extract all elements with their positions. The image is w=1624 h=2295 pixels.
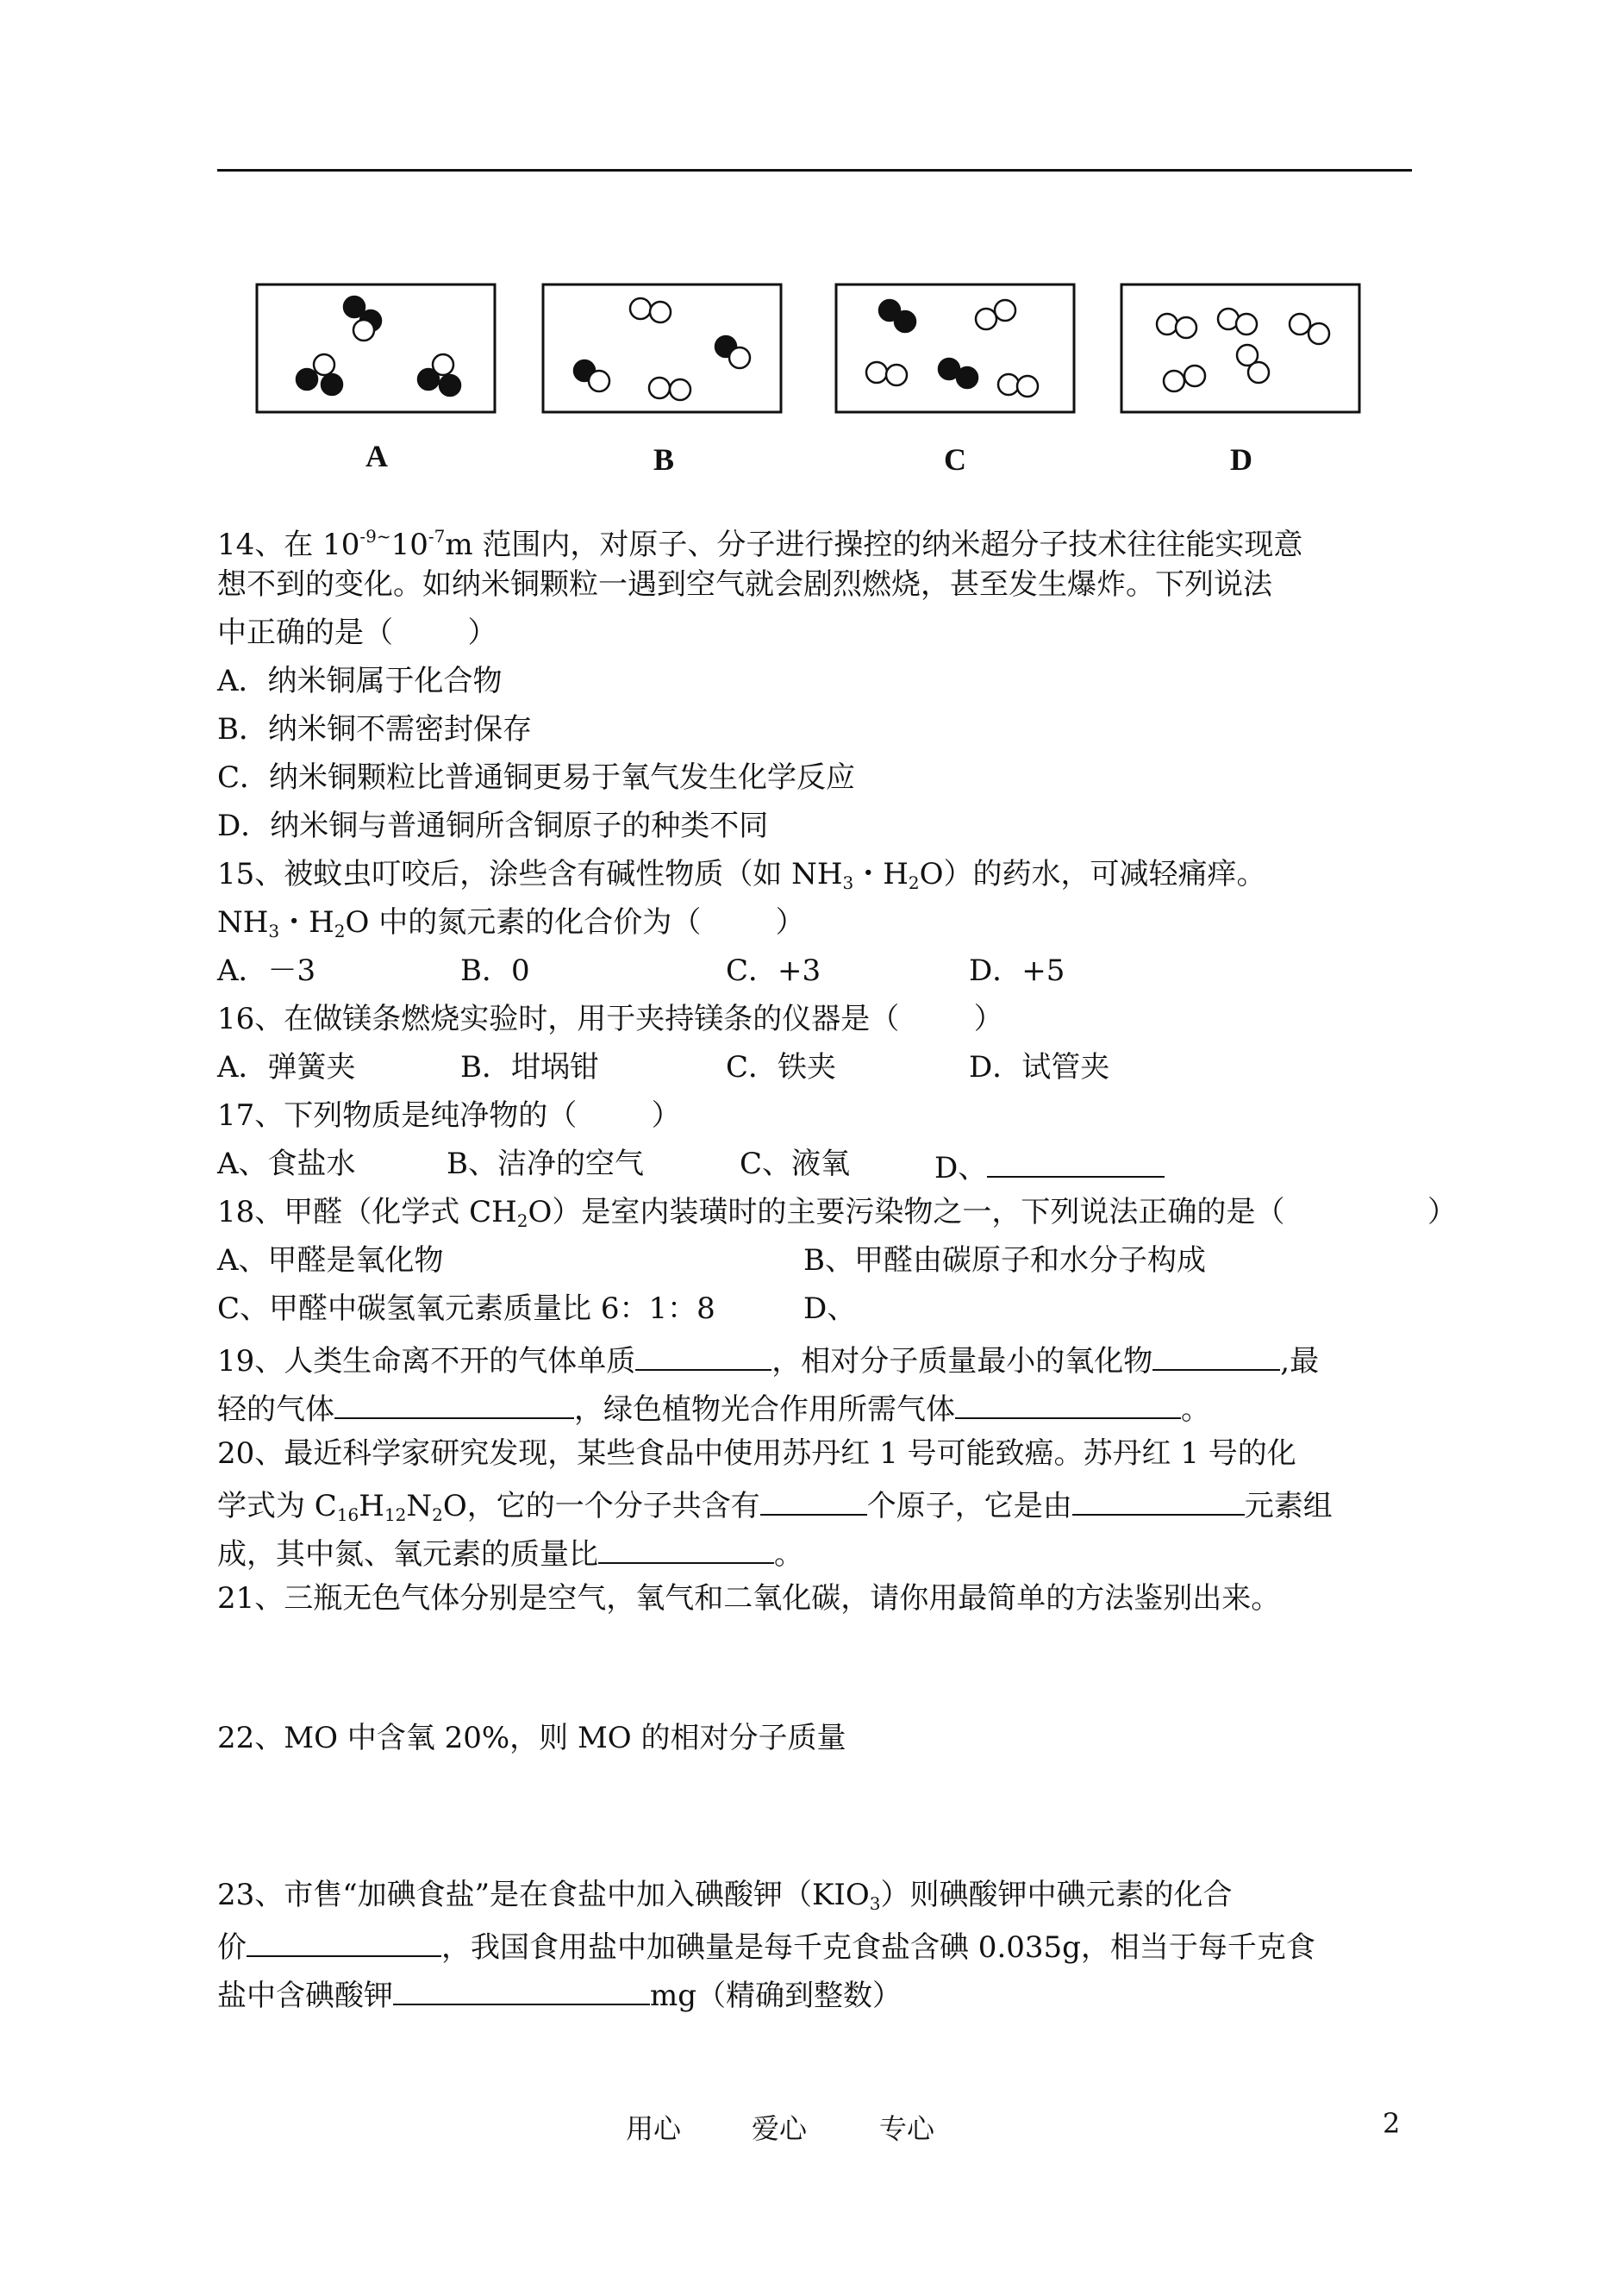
label-d: D xyxy=(1230,442,1252,477)
atom-white xyxy=(314,354,334,375)
q14-line3: 中正确的是（ ） xyxy=(217,616,497,650)
atom-white xyxy=(1309,323,1329,344)
atom-white xyxy=(650,302,671,322)
atom-white xyxy=(995,300,1015,321)
atom-white xyxy=(1248,362,1269,383)
q16-option-c: C．铁夹 xyxy=(726,1050,837,1085)
q22-stem: 22、MO 中含氧 20%，则 MO 的相对分子质量 xyxy=(217,1721,846,1755)
q14-option-d: D．纳米铜与普通铜所含铜原子的种类不同 xyxy=(217,809,769,843)
atom-white xyxy=(729,347,750,368)
molecule-diagram xyxy=(0,0,1624,483)
q15-line2: $NH_3$・$H_2O$ 中的氮元素的化合价为（ ） xyxy=(217,905,805,941)
answer-blank xyxy=(1152,1340,1280,1371)
atom-white xyxy=(1017,376,1038,397)
q20-line3: 成，其中氮、氧元素的质量比 。 xyxy=(217,1533,803,1572)
atom-white xyxy=(1157,314,1177,335)
q14-option-b: B．纳米铜不需密封保存 xyxy=(217,712,532,747)
q16-option-a: A．弹簧夹 xyxy=(217,1050,356,1085)
footer-text-aixin: 爱心 xyxy=(752,2112,808,2145)
atom-white xyxy=(1184,366,1205,386)
atom-white xyxy=(866,362,887,383)
q17-option-a: A、食盐水 xyxy=(217,1147,356,1181)
atom-white xyxy=(1164,371,1184,391)
atom-black xyxy=(440,375,460,396)
q15-option-d: D．+5 xyxy=(969,954,1065,988)
atom-white xyxy=(998,374,1019,395)
q17-stem: 17、下列物质是纯净物的（ ） xyxy=(217,1098,681,1133)
footer-text-zhuanxin: 专心 xyxy=(879,2112,935,2145)
q15-line1: 15、被蚊虫叮咬后，涂些含有碱性物质（如 $NH_3$・$H_2O$）的药水，可减轻痛痒。 xyxy=(217,857,1266,893)
atom-white xyxy=(649,378,670,398)
q23-line3: 盐中含碘酸钾 mg（精确到整数） xyxy=(217,1974,902,2013)
q18-option-b: B、甲醛由碳原子和水分子构成 xyxy=(803,1243,1206,1278)
atom-white xyxy=(670,379,690,400)
atom-white xyxy=(1290,314,1310,335)
q15-option-c: C．+3 xyxy=(726,954,821,988)
box-a xyxy=(257,285,495,412)
atom-black xyxy=(322,374,342,395)
atom-white xyxy=(589,371,609,391)
q19-line2: 轻的气体 ，绿色植物光合作用所需气体 。 xyxy=(217,1388,1210,1427)
answer-blank xyxy=(598,1533,774,1564)
q18-stem-close: ） xyxy=(1427,1195,1457,1229)
atom-black xyxy=(418,369,439,390)
atom-white xyxy=(630,298,651,319)
q18-option-c: C、甲醛中碳氢氧元素质量比 6：1：8 xyxy=(217,1291,715,1326)
answer-blank xyxy=(987,1147,1165,1178)
label-c: C xyxy=(944,442,966,477)
q18-option-d: D、 xyxy=(803,1291,857,1326)
answer-blank xyxy=(635,1340,771,1371)
atom-black xyxy=(895,311,915,332)
atom-white xyxy=(1236,314,1257,335)
atom-white xyxy=(886,365,907,385)
q20-line2: 学式为 $C_{16}H_{12}N_2O$，它的一个分子共含有 个原子，它是由 元素组 xyxy=(217,1485,1333,1532)
q16-stem: 16、在做镁条燃烧实验时，用于夹持镁条的仪器是（ ） xyxy=(217,1002,1003,1036)
atom-white xyxy=(976,309,996,329)
q23-line2: 价 ，我国食用盐中加碘量是每千克食盐含碘 0.035g，相当于每千克食 xyxy=(217,1926,1315,1965)
q17-option-b: B、洁净的空气 xyxy=(447,1147,644,1181)
q18-option-a: A、甲醛是氧化物 xyxy=(217,1243,444,1278)
atom-black xyxy=(297,369,317,390)
answer-blank xyxy=(955,1388,1181,1419)
q21-stem: 21、三瓶无色气体分别是空气，氧气和二氧化碳，请你用最简单的方法鉴别出来。 xyxy=(217,1581,1281,1616)
answer-blank xyxy=(334,1388,574,1419)
q19-line1: 19、人类生命离不开的气体单质 ，相对分子质量最小的氧化物 ,最 xyxy=(217,1340,1319,1379)
q14-line2: 想不到的变化。如纳米铜颗粒一遇到空气就会剧烈燃烧，甚至发生爆炸。下列说法 xyxy=(217,567,1272,602)
q16-option-b: B．坩埚钳 xyxy=(460,1050,599,1085)
q14-line1: 14、在 $10^{-9\sim}10^{-7}m$ 范围内，对原子、分子进行操控的纳米超分子技术往往能实现意 xyxy=(217,526,1303,562)
atom-black xyxy=(957,367,978,388)
q20-line1: 20、最近科学家研究发现，某些食品中使用苏丹红 1 号可能致癌。苏丹红 1 号的化 xyxy=(217,1436,1296,1471)
q16-option-d: D．试管夹 xyxy=(969,1050,1110,1085)
answer-blank xyxy=(760,1485,867,1516)
page-number: 2 xyxy=(1383,2107,1401,2140)
answer-blank xyxy=(1072,1485,1245,1516)
q17-option-d: D、 xyxy=(934,1147,1165,1185)
footer-text-yongxin: 用心 xyxy=(626,2112,682,2145)
q14-option-c: C．纳米铜颗粒比普通铜更易于氧气发生化学反应 xyxy=(217,760,856,795)
answer-blank xyxy=(247,1926,441,1957)
q17-option-c: C、液氧 xyxy=(740,1147,851,1181)
q18-stem: 18、甲醛（化学式 $CH_2O$）是室内装璜时的主要污染物之一，下列说法正确的是（ xyxy=(217,1195,1285,1231)
atom-white xyxy=(353,320,374,341)
box-c xyxy=(836,285,1074,412)
label-a: A xyxy=(365,439,388,473)
q15-option-b: B．0 xyxy=(460,954,530,988)
answer-blank xyxy=(393,1974,650,2005)
q23-line1: 23、市售“加碘食盐”是在食盐中加入碘酸钾$(KIO_3)$则碘酸钾中碘元素的化合 xyxy=(217,1878,1233,1914)
q14-option-a: A．纳米铜属于化合物 xyxy=(217,664,503,698)
atom-white xyxy=(1176,317,1196,338)
label-b: B xyxy=(653,442,674,477)
q15-option-a: A．－3 xyxy=(217,954,316,988)
